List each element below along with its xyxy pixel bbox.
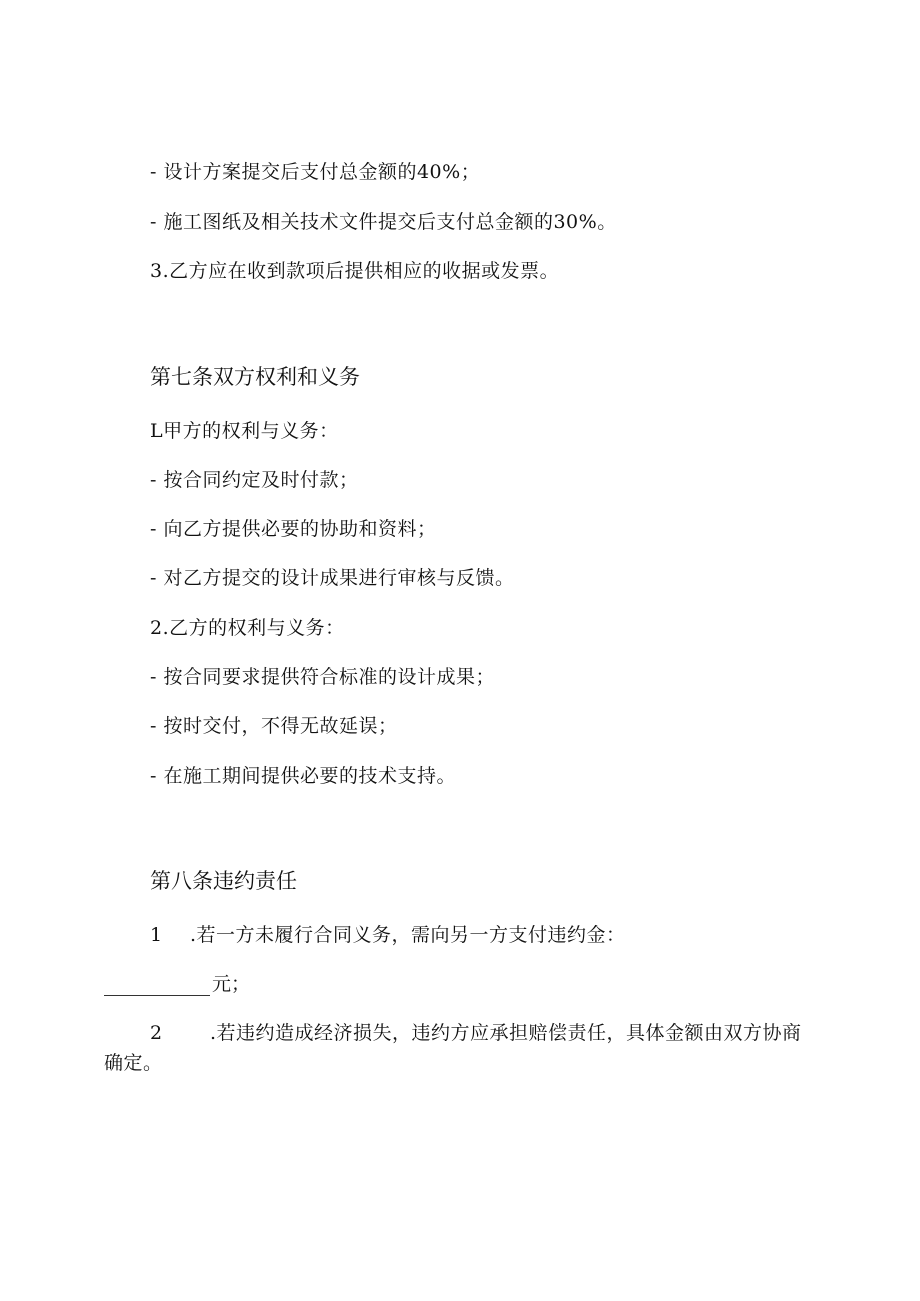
clause-number: 1 xyxy=(150,924,163,946)
party-b-title: 2.乙方的权利与义务： xyxy=(150,617,345,639)
article8-clause-1 xyxy=(150,923,626,947)
clause-text: .若一方未履行合同义务，需向另一方支付违约金： xyxy=(190,924,626,946)
payment-item-receipt: 3.乙方应在收到款项后提供相应的收据或发票。 xyxy=(150,260,560,282)
payment-item-drawings: - 施工图纸及相关技术文件提交后支付总金额的30%。 xyxy=(150,211,617,233)
article8-clause-2 xyxy=(104,1018,816,1078)
party-b-item: - 按时交付，不得无故延误； xyxy=(150,715,398,737)
article8-heading: 第八条违约责任 xyxy=(150,869,297,893)
party-a-item: - 对乙方提交的设计成果进行审核与反馈。 xyxy=(150,567,515,589)
clause-number: 2 xyxy=(150,1022,163,1044)
party-b-item: - 在施工期间提供必要的技术支持。 xyxy=(150,765,456,787)
party-b-item: - 按合同要求提供符合标准的设计成果； xyxy=(150,666,495,688)
article7-heading: 第七条双方权利和义务 xyxy=(150,365,360,389)
party-a-item: - 按合同约定及时付款； xyxy=(150,469,359,491)
penalty-amount-row xyxy=(104,972,250,996)
party-a-item: - 向乙方提供必要的协助和资料； xyxy=(150,518,437,540)
payment-item-design: - 设计方案提交后支付总金额的40%； xyxy=(150,161,481,183)
penalty-amount-blank xyxy=(104,977,210,996)
clause-text: .若违约造成经济损失，违约方应承担赔偿责任，具体金额由双方协商确定。 xyxy=(104,1022,802,1074)
party-a-title: L甲方的权利与义务： xyxy=(150,420,339,442)
penalty-unit: 元； xyxy=(212,973,251,995)
